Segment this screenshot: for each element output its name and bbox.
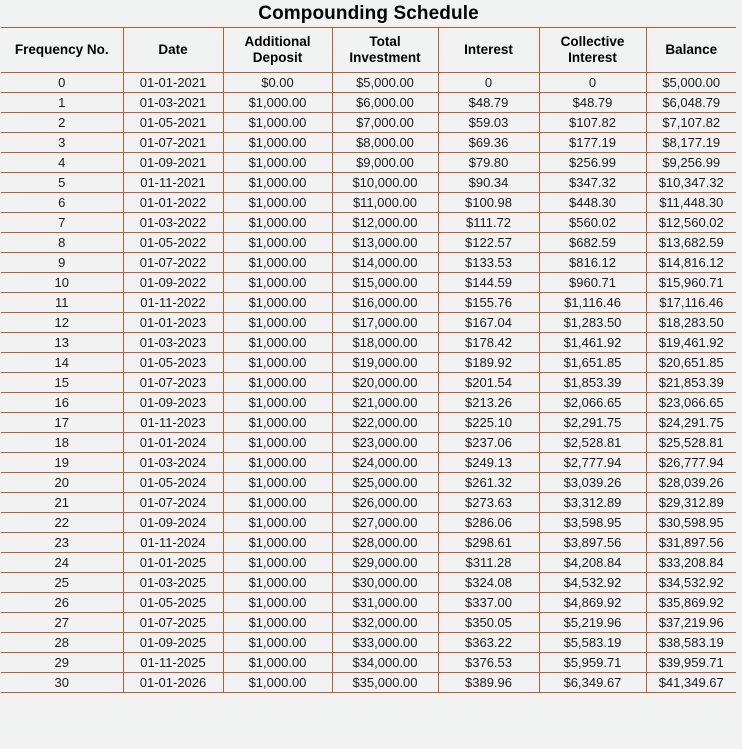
cell-date[interactable]: 01-05-2022 [123, 233, 223, 253]
table-row[interactable] [1, 673, 736, 693]
cell-date[interactable]: 01-11-2023 [123, 413, 223, 433]
cell-additional_deposit[interactable]: $1,000.00 [223, 373, 332, 393]
table-row[interactable] [1, 293, 736, 313]
cell-balance[interactable]: $21,853.39 [646, 373, 736, 393]
cell-frequency_no[interactable]: 16 [1, 393, 123, 413]
cell-total_investment[interactable]: $29,000.00 [332, 553, 438, 573]
table-row[interactable] [1, 93, 736, 113]
column-header-label: Collective [560, 34, 625, 50]
cell-total_investment[interactable]: $11,000.00 [332, 193, 438, 213]
cell-balance[interactable]: $29,312.89 [646, 493, 736, 513]
cell-collective_interest[interactable]: $107.82 [539, 113, 646, 133]
cell-frequency_no[interactable]: 26 [1, 593, 123, 613]
cell-collective_interest[interactable]: $177.19 [539, 133, 646, 153]
cell-frequency_no[interactable]: 15 [1, 373, 123, 393]
cell-collective_interest[interactable]: $3,897.56 [539, 533, 646, 553]
cell-interest[interactable]: $100.98 [438, 193, 539, 213]
table-row[interactable] [1, 253, 736, 273]
cell-total_investment[interactable]: $18,000.00 [332, 333, 438, 353]
cell-balance[interactable]: $8,177.19 [646, 133, 736, 153]
page-title: Compounding Schedule [1, 0, 736, 28]
cell-total_investment[interactable]: $15,000.00 [332, 273, 438, 293]
cell-collective_interest[interactable]: $3,039.26 [539, 473, 646, 493]
cell-total_investment[interactable]: $12,000.00 [332, 213, 438, 233]
column-header-label: Frequency No. [14, 42, 109, 58]
cell-date[interactable]: 01-07-2022 [123, 253, 223, 273]
cell-additional_deposit[interactable]: $1,000.00 [223, 413, 332, 433]
cell-collective_interest[interactable]: $1,651.85 [539, 353, 646, 373]
cell-total_investment[interactable]: $31,000.00 [332, 593, 438, 613]
cell-additional_deposit[interactable]: $1,000.00 [223, 93, 332, 113]
cell-additional_deposit[interactable]: $1,000.00 [223, 273, 332, 293]
table-row[interactable] [1, 353, 736, 373]
cell-date[interactable]: 01-03-2025 [123, 573, 223, 593]
cell-additional_deposit[interactable]: $1,000.00 [223, 153, 332, 173]
cell-additional_deposit[interactable]: $1,000.00 [223, 453, 332, 473]
cell-date[interactable]: 01-03-2022 [123, 213, 223, 233]
cell-interest[interactable]: $133.53 [438, 253, 539, 273]
column-header-label: Date [158, 42, 188, 58]
cell-total_investment[interactable]: $13,000.00 [332, 233, 438, 253]
table-row[interactable] [1, 153, 736, 173]
cell-balance[interactable]: $39,959.71 [646, 653, 736, 673]
cell-additional_deposit[interactable]: $1,000.00 [223, 133, 332, 153]
column-header-label: Interest [568, 50, 617, 65]
cell-collective_interest[interactable]: $448.30 [539, 193, 646, 213]
table-row[interactable] [1, 413, 736, 433]
column-header-label: Interest [464, 42, 513, 58]
cell-date[interactable]: 01-07-2024 [123, 493, 223, 513]
cell-additional_deposit[interactable]: $1,000.00 [223, 433, 332, 453]
table-row[interactable] [1, 453, 736, 473]
table-row[interactable] [1, 473, 736, 493]
cell-additional_deposit[interactable]: $1,000.00 [223, 573, 332, 593]
cell-date[interactable]: 01-11-2022 [123, 293, 223, 313]
cell-collective_interest[interactable]: $48.79 [539, 93, 646, 113]
cell-interest[interactable]: $273.63 [438, 493, 539, 513]
cell-balance[interactable]: $26,777.94 [646, 453, 736, 473]
cell-interest[interactable]: $167.04 [438, 313, 539, 333]
table-row[interactable] [1, 553, 736, 573]
column-header-balance[interactable] [646, 28, 736, 73]
cell-date[interactable]: 01-01-2025 [123, 553, 223, 573]
cell-date[interactable]: 01-05-2024 [123, 473, 223, 493]
cell-frequency_no[interactable]: 2 [1, 113, 123, 133]
cell-total_investment[interactable]: $35,000.00 [332, 673, 438, 693]
cell-total_investment[interactable]: $25,000.00 [332, 473, 438, 493]
cell-frequency_no[interactable]: 7 [1, 213, 123, 233]
table-row[interactable] [1, 573, 736, 593]
cell-total_investment[interactable]: $17,000.00 [332, 313, 438, 333]
cell-frequency_no[interactable]: 23 [1, 533, 123, 553]
cell-total_investment[interactable]: $14,000.00 [332, 253, 438, 273]
cell-additional_deposit[interactable]: $1,000.00 [223, 233, 332, 253]
column-header-interest[interactable] [438, 28, 539, 73]
cell-frequency_no[interactable]: 1 [1, 93, 123, 113]
cell-balance[interactable]: $15,960.71 [646, 273, 736, 293]
cell-additional_deposit[interactable]: $1,000.00 [223, 613, 332, 633]
cell-total_investment[interactable]: $22,000.00 [332, 413, 438, 433]
table-row[interactable] [1, 333, 736, 353]
table-row[interactable] [1, 653, 736, 673]
cell-additional_deposit[interactable]: $1,000.00 [223, 513, 332, 533]
column-header-label: Investment [349, 50, 421, 65]
cell-additional_deposit[interactable]: $0.00 [223, 73, 332, 93]
compounding-schedule-table [1, 0, 736, 693]
cell-collective_interest[interactable]: $1,116.46 [539, 293, 646, 313]
table-row[interactable] [1, 193, 736, 213]
cell-collective_interest[interactable]: 0 [539, 73, 646, 93]
table-row[interactable] [1, 173, 736, 193]
cell-interest[interactable]: $155.76 [438, 293, 539, 313]
cell-collective_interest[interactable]: $4,532.92 [539, 573, 646, 593]
cell-additional_deposit[interactable]: $1,000.00 [223, 473, 332, 493]
table-row[interactable] [1, 73, 736, 93]
cell-frequency_no[interactable]: 19 [1, 453, 123, 473]
cell-date[interactable]: 01-01-2023 [123, 313, 223, 333]
cell-interest[interactable]: $48.79 [438, 93, 539, 113]
cell-balance[interactable]: $31,897.56 [646, 533, 736, 553]
cell-total_investment[interactable]: $28,000.00 [332, 533, 438, 553]
cell-frequency_no[interactable]: 22 [1, 513, 123, 533]
table-row[interactable] [1, 313, 736, 333]
cell-collective_interest[interactable]: $3,312.89 [539, 493, 646, 513]
cell-date[interactable]: 01-11-2024 [123, 533, 223, 553]
cell-collective_interest[interactable]: $3,598.95 [539, 513, 646, 533]
cell-collective_interest[interactable]: $347.32 [539, 173, 646, 193]
cell-interest[interactable]: $201.54 [438, 373, 539, 393]
cell-balance[interactable]: $41,349.67 [646, 673, 736, 693]
cell-date[interactable]: 01-09-2022 [123, 273, 223, 293]
cell-frequency_no[interactable]: 18 [1, 433, 123, 453]
cell-balance[interactable]: $9,256.99 [646, 153, 736, 173]
cell-additional_deposit[interactable]: $1,000.00 [223, 553, 332, 573]
cell-frequency_no[interactable]: 27 [1, 613, 123, 633]
column-header-label: Balance [665, 42, 718, 58]
cell-collective_interest[interactable]: $5,583.19 [539, 633, 646, 653]
cell-date[interactable]: 01-09-2024 [123, 513, 223, 533]
cell-additional_deposit[interactable]: $1,000.00 [223, 313, 332, 333]
cell-collective_interest[interactable]: $256.99 [539, 153, 646, 173]
column-header-frequency_no[interactable] [1, 28, 123, 73]
cell-total_investment[interactable]: $26,000.00 [332, 493, 438, 513]
cell-additional_deposit[interactable]: $1,000.00 [223, 633, 332, 653]
cell-additional_deposit[interactable]: $1,000.00 [223, 333, 332, 353]
cell-interest[interactable]: $363.22 [438, 633, 539, 653]
table-row[interactable] [1, 513, 736, 533]
cell-frequency_no[interactable]: 21 [1, 493, 123, 513]
table-row[interactable] [1, 233, 736, 253]
cell-frequency_no[interactable]: 8 [1, 233, 123, 253]
cell-frequency_no[interactable]: 4 [1, 153, 123, 173]
cell-frequency_no[interactable]: 11 [1, 293, 123, 313]
cell-additional_deposit[interactable]: $1,000.00 [223, 353, 332, 373]
table-row[interactable] [1, 213, 736, 233]
cell-date[interactable]: 01-03-2021 [123, 93, 223, 113]
cell-balance[interactable]: $10,347.32 [646, 173, 736, 193]
cell-balance[interactable]: $6,048.79 [646, 93, 736, 113]
cell-frequency_no[interactable]: 12 [1, 313, 123, 333]
cell-interest[interactable]: $350.05 [438, 613, 539, 633]
cell-additional_deposit[interactable]: $1,000.00 [223, 593, 332, 613]
cell-total_investment[interactable]: $19,000.00 [332, 353, 438, 373]
cell-balance[interactable]: $18,283.50 [646, 313, 736, 333]
cell-interest[interactable]: $69.36 [438, 133, 539, 153]
cell-total_investment[interactable]: $8,000.00 [332, 133, 438, 153]
cell-interest[interactable]: $298.61 [438, 533, 539, 553]
table-row[interactable] [1, 393, 736, 413]
cell-interest[interactable]: $311.28 [438, 553, 539, 573]
cell-collective_interest[interactable]: $4,869.92 [539, 593, 646, 613]
cell-total_investment[interactable]: $23,000.00 [332, 433, 438, 453]
cell-total_investment[interactable]: $21,000.00 [332, 393, 438, 413]
table-row[interactable] [1, 593, 736, 613]
cell-balance[interactable]: $20,651.85 [646, 353, 736, 373]
cell-date[interactable]: 01-05-2023 [123, 353, 223, 373]
cell-collective_interest[interactable]: $1,283.50 [539, 313, 646, 333]
cell-collective_interest[interactable]: $2,777.94 [539, 453, 646, 473]
cell-interest[interactable]: $144.59 [438, 273, 539, 293]
table-row[interactable] [1, 533, 736, 553]
cell-total_investment[interactable]: $16,000.00 [332, 293, 438, 313]
table-row[interactable] [1, 613, 736, 633]
cell-total_investment[interactable]: $20,000.00 [332, 373, 438, 393]
cell-interest[interactable]: $376.53 [438, 653, 539, 673]
cell-additional_deposit[interactable]: $1,000.00 [223, 293, 332, 313]
cell-frequency_no[interactable]: 28 [1, 633, 123, 653]
cell-total_investment[interactable]: $6,000.00 [332, 93, 438, 113]
cell-interest[interactable]: $286.06 [438, 513, 539, 533]
cell-frequency_no[interactable]: 13 [1, 333, 123, 353]
cell-balance[interactable]: $14,816.12 [646, 253, 736, 273]
cell-collective_interest[interactable]: $682.59 [539, 233, 646, 253]
cell-balance[interactable]: $23,066.65 [646, 393, 736, 413]
cell-interest[interactable]: $389.96 [438, 673, 539, 693]
cell-collective_interest[interactable]: $4,208.84 [539, 553, 646, 573]
cell-date[interactable]: 01-01-2024 [123, 433, 223, 453]
cell-total_investment[interactable]: $9,000.00 [332, 153, 438, 173]
cell-collective_interest[interactable]: $2,066.65 [539, 393, 646, 413]
table-row[interactable] [1, 273, 736, 293]
column-header-total_investment[interactable] [332, 28, 438, 73]
cell-collective_interest[interactable]: $960.71 [539, 273, 646, 293]
cell-date[interactable]: 01-11-2021 [123, 173, 223, 193]
cell-balance[interactable]: $35,869.92 [646, 593, 736, 613]
table-row[interactable] [1, 493, 736, 513]
cell-collective_interest[interactable]: $5,959.71 [539, 653, 646, 673]
cell-collective_interest[interactable]: $1,853.39 [539, 373, 646, 393]
cell-balance[interactable]: $28,039.26 [646, 473, 736, 493]
cell-balance[interactable]: $30,598.95 [646, 513, 736, 533]
cell-interest[interactable]: 0 [438, 73, 539, 93]
cell-collective_interest[interactable]: $816.12 [539, 253, 646, 273]
cell-date[interactable]: 01-09-2023 [123, 393, 223, 413]
cell-balance[interactable]: $13,682.59 [646, 233, 736, 253]
cell-additional_deposit[interactable]: $1,000.00 [223, 653, 332, 673]
column-header-additional_deposit[interactable] [223, 28, 332, 73]
cell-total_investment[interactable]: $27,000.00 [332, 513, 438, 533]
cell-additional_deposit[interactable]: $1,000.00 [223, 173, 332, 193]
cell-interest[interactable]: $111.72 [438, 213, 539, 233]
cell-date[interactable]: 01-05-2021 [123, 113, 223, 133]
table-header-row [1, 28, 736, 73]
column-header-label: Additional [244, 34, 311, 50]
cell-date[interactable]: 01-07-2025 [123, 613, 223, 633]
cell-additional_deposit[interactable]: $1,000.00 [223, 393, 332, 413]
cell-total_investment[interactable]: $10,000.00 [332, 173, 438, 193]
column-header-label: Deposit [252, 50, 303, 65]
cell-frequency_no[interactable]: 10 [1, 273, 123, 293]
cell-date[interactable]: 01-03-2024 [123, 453, 223, 473]
cell-additional_deposit[interactable]: $1,000.00 [223, 193, 332, 213]
cell-balance[interactable]: $24,291.75 [646, 413, 736, 433]
cell-additional_deposit[interactable]: $1,000.00 [223, 493, 332, 513]
table-row[interactable] [1, 633, 736, 653]
cell-date[interactable]: 01-01-2022 [123, 193, 223, 213]
cell-frequency_no[interactable]: 29 [1, 653, 123, 673]
cell-interest[interactable]: $59.03 [438, 113, 539, 133]
cell-frequency_no[interactable]: 17 [1, 413, 123, 433]
cell-total_investment[interactable]: $33,000.00 [332, 633, 438, 653]
cell-interest[interactable]: $189.92 [438, 353, 539, 373]
cell-balance[interactable]: $11,448.30 [646, 193, 736, 213]
cell-interest[interactable]: $237.06 [438, 433, 539, 453]
cell-total_investment[interactable]: $34,000.00 [332, 653, 438, 673]
cell-total_investment[interactable]: $32,000.00 [332, 613, 438, 633]
cell-balance[interactable]: $12,560.02 [646, 213, 736, 233]
table-title-row [1, 0, 736, 28]
cell-date[interactable]: 01-07-2021 [123, 133, 223, 153]
table-row[interactable] [1, 113, 736, 133]
cell-interest[interactable]: $178.42 [438, 333, 539, 353]
cell-interest[interactable]: $213.26 [438, 393, 539, 413]
cell-interest[interactable]: $337.00 [438, 593, 539, 613]
cell-date[interactable]: 01-01-2026 [123, 673, 223, 693]
cell-interest[interactable]: $324.08 [438, 573, 539, 593]
table-row[interactable] [1, 433, 736, 453]
cell-interest[interactable]: $249.13 [438, 453, 539, 473]
cell-frequency_no[interactable]: 24 [1, 553, 123, 573]
cell-interest[interactable]: $225.10 [438, 413, 539, 433]
cell-frequency_no[interactable]: 9 [1, 253, 123, 273]
cell-balance[interactable]: $17,116.46 [646, 293, 736, 313]
cell-frequency_no[interactable]: 30 [1, 673, 123, 693]
cell-collective_interest[interactable]: $6,349.67 [539, 673, 646, 693]
cell-date[interactable]: 01-01-2021 [123, 73, 223, 93]
cell-additional_deposit[interactable]: $1,000.00 [223, 533, 332, 553]
cell-additional_deposit[interactable]: $1,000.00 [223, 113, 332, 133]
cell-interest[interactable]: $122.57 [438, 233, 539, 253]
cell-collective_interest[interactable]: $1,461.92 [539, 333, 646, 353]
cell-frequency_no[interactable]: 6 [1, 193, 123, 213]
cell-additional_deposit[interactable]: $1,000.00 [223, 673, 332, 693]
cell-date[interactable]: 01-07-2023 [123, 373, 223, 393]
cell-frequency_no[interactable]: 25 [1, 573, 123, 593]
cell-additional_deposit[interactable]: $1,000.00 [223, 213, 332, 233]
table-row[interactable] [1, 133, 736, 153]
cell-collective_interest[interactable]: $5,219.96 [539, 613, 646, 633]
cell-balance[interactable]: $38,583.19 [646, 633, 736, 653]
cell-frequency_no[interactable]: 14 [1, 353, 123, 373]
cell-total_investment[interactable]: $5,000.00 [332, 73, 438, 93]
column-header-label: Total [369, 34, 401, 50]
cell-collective_interest[interactable]: $2,528.81 [539, 433, 646, 453]
cell-balance[interactable]: $37,219.96 [646, 613, 736, 633]
column-header-collective_interest[interactable] [539, 28, 646, 73]
cell-total_investment[interactable]: $24,000.00 [332, 453, 438, 473]
cell-total_investment[interactable]: $7,000.00 [332, 113, 438, 133]
cell-interest[interactable]: $261.32 [438, 473, 539, 493]
cell-date[interactable]: 01-05-2025 [123, 593, 223, 613]
cell-balance[interactable]: $19,461.92 [646, 333, 736, 353]
cell-date[interactable]: 01-03-2023 [123, 333, 223, 353]
cell-collective_interest[interactable]: $560.02 [539, 213, 646, 233]
cell-total_investment[interactable]: $30,000.00 [332, 573, 438, 593]
cell-frequency_no[interactable]: 5 [1, 173, 123, 193]
cell-additional_deposit[interactable]: $1,000.00 [223, 253, 332, 273]
cell-balance[interactable]: $7,107.82 [646, 113, 736, 133]
cell-frequency_no[interactable]: 0 [1, 73, 123, 93]
cell-interest[interactable]: $90.34 [438, 173, 539, 193]
cell-date[interactable]: 01-09-2021 [123, 153, 223, 173]
cell-frequency_no[interactable]: 3 [1, 133, 123, 153]
cell-date[interactable]: 01-11-2025 [123, 653, 223, 673]
table-row[interactable] [1, 373, 736, 393]
cell-balance[interactable]: $5,000.00 [646, 73, 736, 93]
cell-date[interactable]: 01-09-2025 [123, 633, 223, 653]
column-header-date[interactable] [123, 28, 223, 73]
cell-balance[interactable]: $25,528.81 [646, 433, 736, 453]
cell-interest[interactable]: $79.80 [438, 153, 539, 173]
cell-frequency_no[interactable]: 20 [1, 473, 123, 493]
cell-balance[interactable]: $34,532.92 [646, 573, 736, 593]
cell-collective_interest[interactable]: $2,291.75 [539, 413, 646, 433]
cell-balance[interactable]: $33,208.84 [646, 553, 736, 573]
